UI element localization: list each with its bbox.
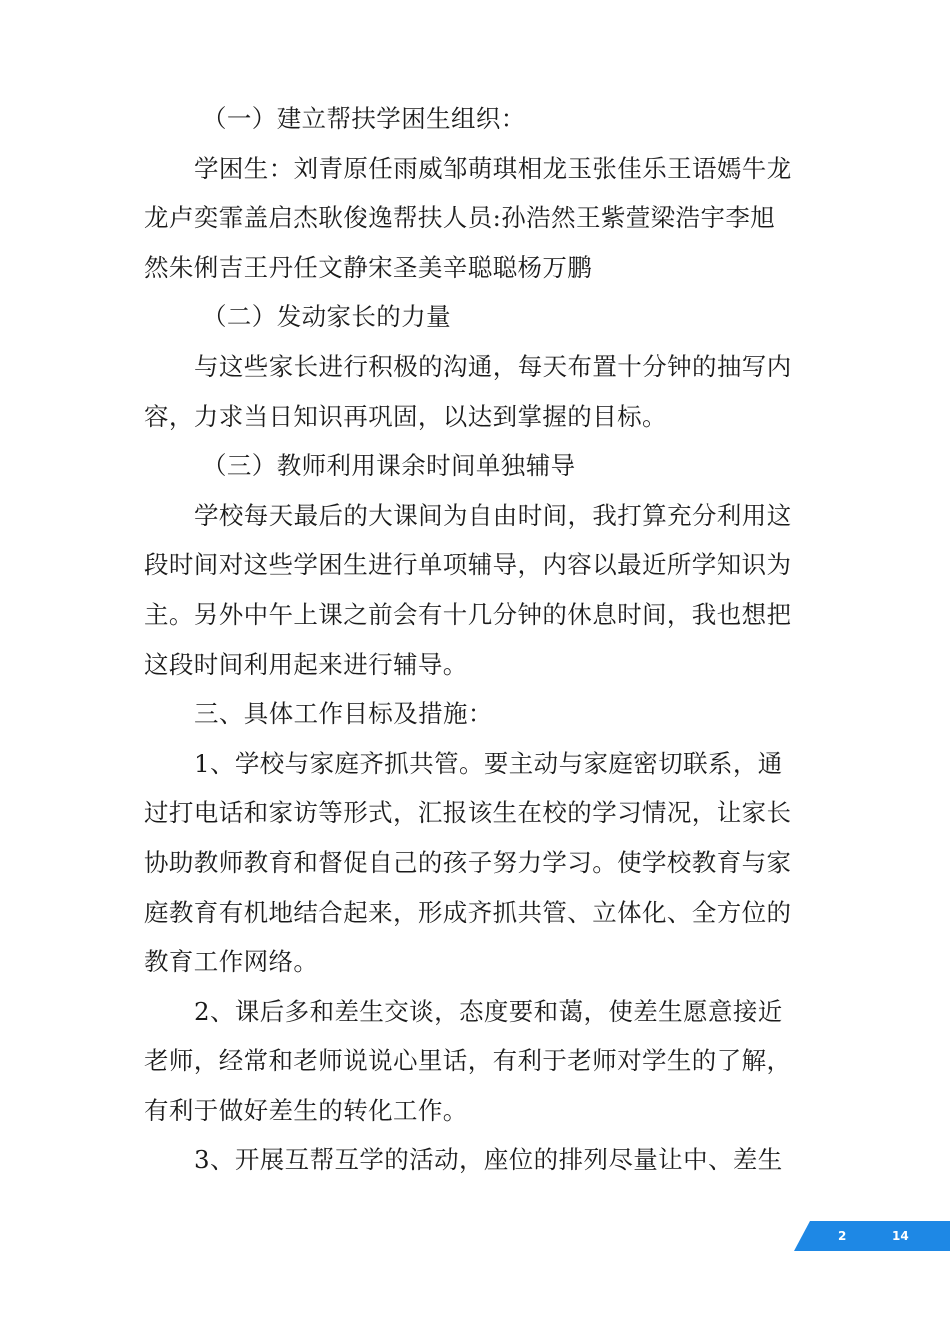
text-line: （一）建立帮扶学困生组织：: [202, 104, 526, 133]
footer-banner-shape: [794, 1221, 950, 1251]
text-line: 龙卢奕霏盖启杰耿俊逸帮扶人员:孙浩然王紫萱梁浩宇李旭: [144, 203, 776, 233]
text-line: 主。另外中午上课之前会有十几分钟的休息时间，我也想把: [144, 599, 792, 629]
text-line: 容，力求当日知识再巩固，以达到掌握的目标。: [144, 401, 667, 431]
text-line: （二）发动家长的力量: [202, 302, 451, 332]
text-line: 老师，经常和老师说说心里话，有利于老师对学生的了解，: [144, 1046, 792, 1076]
document-body: [144, 94, 812, 1185]
total-pages: 14: [892, 1229, 909, 1243]
text-line: 学校每天最后的大课间为自由时间，我打算充分利用这: [194, 500, 792, 530]
page-number: 2: [838, 1229, 847, 1243]
text-line: 庭教育有机地结合起来，形成齐抓共管、立体化、全方位的: [144, 897, 792, 927]
text-line: （三）教师利用课余时间单独辅导: [202, 451, 576, 481]
text-line: 三、具体工作目标及措施：: [194, 699, 493, 729]
text-line: 有利于做好差生的转化工作。: [144, 1095, 468, 1125]
text-line: 2、课后多和差生交谈，态度要和蔼，使差生愿意接近: [194, 996, 783, 1026]
text-line: 3、开展互帮互学的活动，座位的排列尽量让中、差生: [194, 1145, 783, 1175]
text-line: 教育工作网络。: [144, 947, 319, 977]
text-line: 学困生：刘青原任雨威邹萌琪相龙玉张佳乐王语嫣牛龙: [194, 153, 792, 183]
text-line: 然朱俐吉王丹任文静宋圣美辛聪聪杨万鹏: [144, 252, 593, 282]
text-line: 段时间对这些学困生进行单项辅导，内容以最近所学知识为: [144, 550, 792, 580]
text-line: 这段时间利用起来进行辅导。: [144, 649, 468, 679]
text-line: 1、学校与家庭齐抓共管。要主动与家庭密切联系，通: [194, 748, 783, 778]
text-line: 协助教师教育和督促自己的孩子努力学习。使学校教育与家: [144, 847, 792, 877]
page-footer: [794, 1221, 950, 1251]
text-line: 过打电话和家访等形式，汇报该生在校的学习情况，让家长: [144, 798, 792, 828]
text-line: 与这些家长进行积极的沟通，每天布置十分钟的抽写内: [194, 351, 792, 381]
